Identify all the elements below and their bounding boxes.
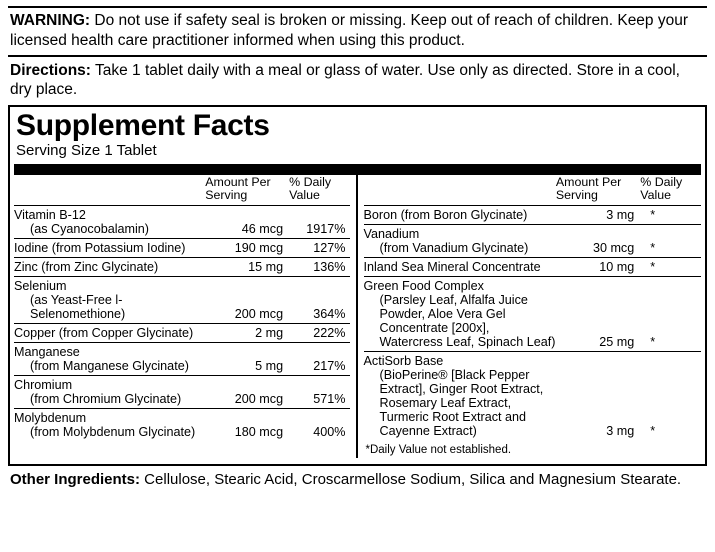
nutrient-dv: * — [640, 225, 701, 258]
table-row — [14, 277, 350, 324]
table-row — [14, 206, 350, 239]
nutrient-dv: * — [640, 277, 701, 352]
nutrient-dv: 222% — [289, 324, 349, 343]
serving-size: Serving Size 1 Tablet — [16, 141, 157, 159]
header-amount-per-serving: Amount Per Serving — [205, 175, 271, 203]
table-row — [364, 277, 702, 352]
header-amount-per-serving: Amount Per Serving — [555, 175, 622, 203]
nutrient-dv: * — [650, 208, 656, 223]
nutrient-amount: 5 mg — [205, 343, 289, 376]
nutrient-source: (from Chromium Glycinate) — [30, 392, 182, 407]
table-row — [364, 225, 702, 258]
header-daily-value: % Daily Value — [640, 175, 683, 203]
daily-value-footnote: *Daily Value not established. — [365, 444, 512, 457]
nutrient-dv: 1917% — [306, 222, 346, 237]
directions-block — [8, 57, 707, 108]
supplement-facts-title: Supplement Facts — [16, 109, 270, 143]
nutrient-amount: 180 mcg — [205, 409, 289, 442]
nutrient-name: Chromium (from Chromium Glycinate) — [14, 376, 205, 409]
table-row — [14, 258, 350, 277]
nutrient-amount: 25 mg — [556, 277, 640, 352]
nutrient-source: (from Vanadium Glycinate) — [379, 241, 529, 256]
thick-rule — [14, 164, 701, 175]
nutrient-name: Green Food Complex (Parsley Leaf, Alfalfa Juice Powder, Aloe Vera Gel Concentrate [200x], Watercress Leaf, Spinach Leaf) — [364, 277, 556, 352]
nutrient-name: Manganese (from Manganese Glycinate) — [14, 343, 205, 376]
other-ingredients-lead: Other Ingredients: — [10, 471, 141, 489]
nutrient-dv: 364% — [289, 277, 349, 324]
nutrient-source: (as Yeast-Free l-Selenomethione) — [30, 293, 126, 322]
nutrient-column-left — [14, 175, 358, 458]
nutrient-dv: * — [640, 258, 701, 277]
nutrient-name: Boron (from Boron Glycinate) — [363, 208, 528, 223]
table-row — [14, 343, 350, 376]
nutrient-columns — [10, 175, 705, 458]
nutrient-amount: 46 mcg — [241, 222, 284, 237]
nutrient-amount: 2 mg — [205, 324, 289, 343]
table-row — [14, 376, 350, 409]
nutrient-dv: 571% — [289, 376, 349, 409]
nutrient-dv: 400% — [289, 409, 349, 442]
nutrient-source: (Parsley Leaf, Alfalfa Juice Powder, Aloe Vera Gel Concentrate [200x], Watercress Leaf, Spinach Leaf) — [379, 293, 556, 350]
table-row — [14, 324, 350, 343]
directions-lead: Directions: — [10, 61, 91, 79]
nutrient-amount: 15 mg — [205, 258, 289, 277]
table-row — [14, 409, 350, 442]
table-row — [364, 258, 702, 277]
nutrient-name: Selenium (as Yeast-Free l-Selenomethione) — [14, 277, 205, 324]
nutrient-name: Vitamin B-12 (as Cyanocobalamin) — [14, 206, 205, 239]
table-header-left — [14, 175, 350, 203]
nutrient-amount: 30 mcg — [556, 225, 640, 258]
nutrient-amount: 200 mcg — [205, 376, 289, 409]
nutrient-name: Iodine (from Potassium Iodine) — [14, 239, 205, 258]
nutrient-source: (from Molybdenum Glycinate) — [30, 425, 196, 440]
nutrient-dv: * — [640, 352, 701, 441]
nutrient-name: Inland Sea Mineral Concentrate — [364, 258, 556, 277]
nutrient-amount: 3 mg — [606, 208, 635, 223]
header-daily-value: % Daily Value — [289, 175, 332, 203]
nutrient-name: Copper (from Copper Glycinate) — [14, 324, 205, 343]
nutrient-table-right — [364, 175, 702, 440]
directions-text: Take 1 tablet daily with a meal or glass of water. Use only as directed. Store in a cool, dry place. — [10, 61, 680, 99]
nutrient-column-right — [358, 175, 702, 458]
table-header-right — [364, 175, 702, 203]
nutrient-amount: 200 mcg — [205, 277, 289, 324]
nutrient-dv: 136% — [289, 258, 349, 277]
warning-lead: WARNING: — [10, 12, 91, 29]
nutrient-dv: 127% — [289, 239, 349, 258]
nutrient-amount: 190 mcg — [205, 239, 289, 258]
nutrient-source: (BioPerine® [Black Pepper Extract], Ginger Root Extract, Rosemary Leaf Extract, Turmeric Root Extract and Cayenne Extract) — [379, 368, 544, 439]
nutrient-source: (from Manganese Glycinate) — [30, 359, 189, 374]
nutrient-amount: 10 mg — [556, 258, 640, 277]
nutrient-name: Zinc (from Zinc Glycinate) — [14, 258, 205, 277]
supplement-facts-panel — [8, 107, 707, 466]
warning-block — [8, 6, 707, 57]
table-row — [14, 239, 350, 258]
nutrient-table-left — [14, 175, 350, 441]
other-ingredients-text: Cellulose, Stearic Acid, Croscarmellose Sodium, Silica and Magnesium Stearate. — [140, 471, 682, 489]
warning-text: Do not use if safety seal is broken or missing. Keep out of reach of children. Keep your licensed health care practitioner informed when using this product. — [10, 12, 689, 49]
nutrient-amount: 3 mg — [556, 352, 640, 441]
nutrient-name: Molybdenum (from Molybdenum Glycinate) — [14, 409, 205, 442]
nutrient-source: (as Cyanocobalamin) — [30, 222, 149, 237]
table-row — [364, 206, 702, 225]
nutrient-name: Vanadium (from Vanadium Glycinate) — [364, 225, 556, 258]
header-spacer — [14, 175, 205, 203]
other-ingredients-block — [8, 466, 707, 489]
table-row — [364, 352, 702, 441]
header-spacer — [364, 175, 556, 203]
nutrient-name: ActiSorb Base (BioPerine® [Black Pepper Extract], Ginger Root Extract, Rosemary Leaf Extract, Turmeric Root Extract and Cayenne Extract) — [364, 352, 556, 441]
nutrient-dv: 217% — [289, 343, 349, 376]
